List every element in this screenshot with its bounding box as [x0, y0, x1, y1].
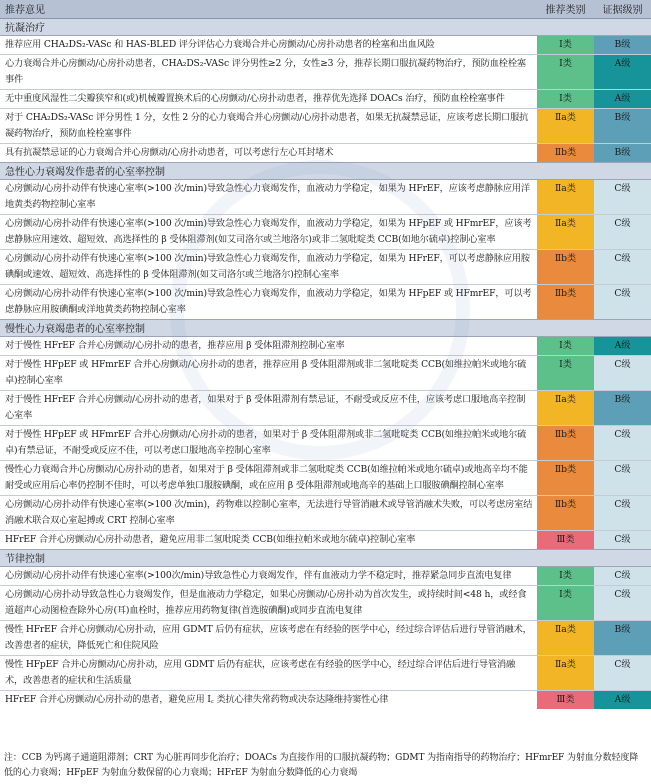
recommendation-text: 慢性 HFpEF 合并心房颤动/心房扑动，应用 GDMT 后仍有症状，应该考虑在有经验的医学中心，经过综合评估后进行导管消融术，改善患者的症状和生活质量 [0, 655, 537, 690]
table-row [0, 54, 651, 89]
table-row [0, 620, 651, 655]
recommendation-class: Ⅰ类 [537, 336, 594, 355]
table-row [0, 336, 651, 355]
table-row [0, 35, 651, 54]
section-header-row [0, 549, 651, 566]
evidence-level: C级 [594, 495, 651, 530]
evidence-level: C级 [594, 425, 651, 460]
recommendation-text: 对于慢性 HFpEF 或 HFmrEF 合并心房颤动/心房扑动的患者，推荐应用 β 受体阻滞剂或非二氢吡啶类 CCB(如维拉帕米或地尔硫卓)控制心室率 [0, 355, 537, 390]
recommendation-class: Ⅱa类 [537, 179, 594, 214]
table-header [0, 0, 651, 18]
recommendation-class: Ⅰ类 [537, 35, 594, 54]
table-row [0, 143, 651, 162]
recommendation-class: Ⅱa类 [537, 108, 594, 143]
recommendation-text: 心房颤动/心房扑动伴有快速心室率(>100次/min)导致急性心力衰竭发作，伴有血液动力学不稳定时，推荐紧急同步直流电复律 [0, 566, 537, 585]
recommendation-class: Ⅰ类 [537, 54, 594, 89]
evidence-level: C级 [594, 355, 651, 390]
evidence-level: B级 [594, 620, 651, 655]
section-header-row [0, 162, 651, 179]
evidence-level: C级 [594, 566, 651, 585]
recommendation-text: 慢性心力衰竭合并心房颤动/心房扑动的患者，如果对于 β 受体阻滞剂或非二氢吡啶类 CCB(如维拉帕米或地尔硫卓)或地高辛均不能耐受或应用后心率仍控制不佳时，可以考虑单独口服胺碘酮，或在应用 β 受体阻滞剂或地高辛的基础上口服胺碘酮控制心室率 [0, 460, 537, 495]
recommendation-text: 具有抗凝禁忌证的心力衰竭合并心房颤动/心房扑动患者，可以考虑行左心耳封堵术 [0, 143, 537, 162]
header-recommendation: 推荐意见 [0, 0, 537, 18]
evidence-level: C级 [594, 585, 651, 620]
recommendation-class: Ⅱb类 [537, 460, 594, 495]
table-row [0, 214, 651, 249]
recommendation-text: 心房颤动/心房扑动伴有快速心室率(>100 次/min)，药物难以控制心室率，无法进行导管消融术或导管消融术失败，可以考虑房室结消融术联合双心室起搏或 CRT 控制心室率 [0, 495, 537, 530]
evidence-level: B级 [594, 390, 651, 425]
table-row [0, 89, 651, 108]
evidence-level: C级 [594, 655, 651, 690]
evidence-level: B级 [594, 143, 651, 162]
recommendation-text: HFrEF 合并心房颤动/心房扑动的患者，避免应用 I꜀ 类抗心律失常药物或决奈达隆维持窦性心律 [0, 690, 537, 709]
recommendation-text: 对于慢性 HFrEF 合并心房颤动/心房扑动的患者，推荐应用 β 受体阻滞剂控制心室率 [0, 336, 537, 355]
recommendation-text: 对于慢性 HFrEF 合并心房颤动/心房扑动的患者，如果对于 β 受体阻滞剂有禁忌证，不耐受或反应不佳，应该考虑口服地高辛控制心室率 [0, 390, 537, 425]
recommendation-class: Ⅱb类 [537, 249, 594, 284]
section-title: 慢性心力衰竭患者的心室率控制 [0, 319, 651, 336]
recommendation-text: 心房颤动/心房扑动导致急性心力衰竭发作，但是血液动力学稳定，如果心房颤动/心房扑动为首次发生，或持续时间<48 h，或经食道超声心动图检查除外心房(耳)血栓时，推荐应用药物复律(首选胺碘酮)或同步直流电复律 [0, 585, 537, 620]
table-row [0, 249, 651, 284]
evidence-level: A级 [594, 336, 651, 355]
table-row [0, 585, 651, 620]
recommendation-text: 无中重度风湿性二尖瓣狭窄和(或)机械瓣置换术后的心房颤动/心房扑动患者，推荐优先选择 DOACs 治疗，预防血栓栓塞事件 [0, 89, 537, 108]
recommendation-class: Ⅱb类 [537, 284, 594, 319]
table-row [0, 566, 651, 585]
section-title: 节律控制 [0, 549, 651, 566]
table-body [0, 18, 651, 709]
evidence-level: C级 [594, 214, 651, 249]
table-row [0, 179, 651, 214]
table-row [0, 495, 651, 530]
recommendation-class: Ⅱb类 [537, 425, 594, 460]
section-title: 抗凝治疗 [0, 18, 651, 35]
recommendation-class: Ⅱa类 [537, 214, 594, 249]
recommendation-class: Ⅱa类 [537, 620, 594, 655]
recommendation-text: 对于 CHA₂DS₂-VASc 评分男性 1 分，女性 2 分的心力衰竭合并心房颤动/心房扑动患者，如果无抗凝禁忌证，应该考虑长期口服抗凝药物治疗，预防血栓栓塞事件 [0, 108, 537, 143]
table-row [0, 108, 651, 143]
table-row [0, 390, 651, 425]
table-row [0, 690, 651, 709]
section-header-row [0, 319, 651, 336]
table-row [0, 460, 651, 495]
header-class: 推荐类别 [537, 0, 594, 18]
recommendation-text: 对于慢性 HFpEF 或 HFmrEF 合并心房颤动/心房扑动的患者，如果对于 β 受体阻滞剂或非二氢吡啶类 CCB(如维拉帕米或地尔硫卓)有禁忌证，不耐受或反应不佳，可以考虑口服地高辛控制心室率 [0, 425, 537, 460]
evidence-level: C级 [594, 460, 651, 495]
recommendation-text: 推荐应用 CHA₂DS₂-VASc 和 HAS-BLED 评分评估心力衰竭合并心房颤动/心房扑动患者的栓塞和出血风险 [0, 35, 537, 54]
evidence-level: C级 [594, 249, 651, 284]
table-row [0, 355, 651, 390]
recommendation-class: Ⅱb类 [537, 143, 594, 162]
evidence-level: B级 [594, 108, 651, 143]
table-row [0, 530, 651, 549]
evidence-level: C级 [594, 179, 651, 214]
table-row [0, 655, 651, 690]
evidence-level: C级 [594, 284, 651, 319]
table-row [0, 284, 651, 319]
recommendation-text: 心房颤动/心房扑动伴有快速心室率(>100 次/min)导致急性心力衰竭发作，血液动力学稳定，如果为 HFrEF，可以考虑静脉应用胺碘酮或速效、超短效、高选择性的 β 受体阻滞剂(如艾司洛尔或兰地洛尔)控制心室率 [0, 249, 537, 284]
recommendation-text: 心房颤动/心房扑动伴有快速心室率(>100 次/min)导致急性心力衰竭发作，血液动力学稳定，如果为 HFpEF 或 HFmrEF，可以考虑静脉应用胺碘酮或洋地黄类药物控制心室率 [0, 284, 537, 319]
recommendation-class: Ⅲ类 [537, 530, 594, 549]
header-level: 证据级别 [594, 0, 651, 18]
recommendation-text: 慢性 HFrEF 合并心房颤动/心房扑动，应用 GDMT 后仍有症状，应该考虑在有经验的医学中心，经过综合评估后进行导管消融术，改善患者的症状，降低死亡和住院风险 [0, 620, 537, 655]
evidence-level: A级 [594, 54, 651, 89]
recommendation-class: Ⅰ类 [537, 89, 594, 108]
recommendation-class: Ⅰ类 [537, 585, 594, 620]
evidence-level: C级 [594, 530, 651, 549]
recommendation-text: 心房颤动/心房扑动伴有快速心室率(>100 次/min)导致急性心力衰竭发作，血液动力学稳定，如果为 HFpEF 或 HFmrEF，应该考虑静脉应用速效、超短效、高选择性的 β 受体阻滞剂(如艾司洛尔或兰地洛尔)或非二氢吡啶类 CCB(如地尔硫卓)控制心室率 [0, 214, 537, 249]
recommendation-class: Ⅱb类 [537, 495, 594, 530]
recommendation-class: Ⅰ类 [537, 355, 594, 390]
evidence-level: B级 [594, 35, 651, 54]
evidence-level: A级 [594, 690, 651, 709]
recommendation-class: Ⅲ类 [537, 690, 594, 709]
recommendation-text: HFrEF 合并心房颤动/心房扑动患者，避免应用非二氢吡啶类 CCB(如维拉帕米或地尔硫卓)控制心室率 [0, 530, 537, 549]
section-title: 急性心力衰竭发作患者的心室率控制 [0, 162, 651, 179]
recommendation-text: 心房颤动/心房扑动伴有快速心室率(>100 次/min)导致急性心力衰竭发作，血液动力学稳定，如果为 HFrEF，应该考虑静脉应用洋地黄类药物控制心室率 [0, 179, 537, 214]
evidence-level: A级 [594, 89, 651, 108]
table-row [0, 425, 651, 460]
recommendation-class: Ⅱa类 [537, 655, 594, 690]
recommendation-class: Ⅱa类 [537, 390, 594, 425]
recommendation-text: 心力衰竭合并心房颤动/心房扑动患者，CHA₂DS₂-VASc 评分男性≥2 分，女性≥3 分，推荐长期口服抗凝药物治疗，预防血栓栓塞事件 [0, 54, 537, 89]
section-header-row [0, 18, 651, 35]
table-footnote: 注：CCB 为钙离子通道阻滞剂；CRT 为心脏再同步化治疗；DOACs 为直接作用的口服抗凝药物；GDMT 为指南指导的药物治疗；HFmrEF 为射血分数轻度降低的心力衰竭；HFpEF 为射血分数保留的心力衰竭；HFrEF 为射血分数降低的心力衰竭 [4, 753, 639, 778]
recommendation-class: Ⅰ类 [537, 566, 594, 585]
